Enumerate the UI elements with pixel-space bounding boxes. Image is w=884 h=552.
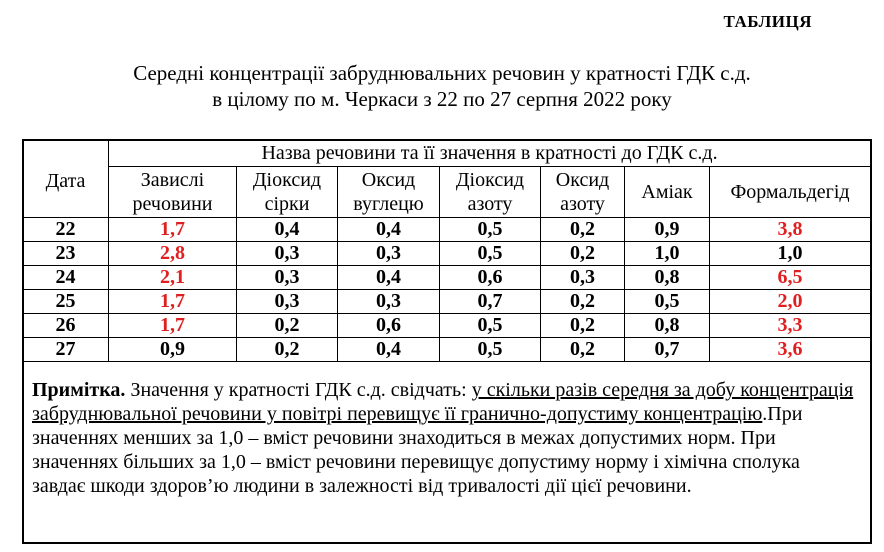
document-title: [0, 60, 884, 112]
value-cell: 0,7: [625, 338, 710, 362]
value-cell: 0,3: [237, 242, 338, 266]
date-column-header: Дата: [23, 140, 109, 218]
column-header-line: Завислі: [140, 169, 205, 191]
substance-column-header: [625, 167, 710, 218]
value-cell: 0,2: [541, 338, 625, 362]
column-header-line: Діоксид: [455, 169, 525, 191]
substance-column-header: [541, 167, 625, 218]
value-cell: 0,9: [625, 218, 710, 242]
value-cell: 1,7: [109, 218, 237, 242]
note-label: Примітка.: [32, 379, 126, 401]
table-row: [23, 338, 871, 362]
value-cell: 0,8: [625, 314, 710, 338]
column-header-line: сірки: [264, 193, 310, 215]
value-cell: 0,5: [440, 338, 541, 362]
substance-column-header: [440, 167, 541, 218]
value-cell: 2,1: [109, 266, 237, 290]
column-header-line: речовини: [132, 193, 213, 215]
value-cell: 0,3: [338, 242, 440, 266]
value-cell: 0,5: [440, 242, 541, 266]
date-cell: 22: [23, 218, 109, 242]
title-line-1: Середні концентрації забруднювальних речовин у кратності ГДК с.д.: [133, 61, 751, 85]
value-cell: 3,6: [710, 338, 871, 362]
value-cell: 0,3: [237, 290, 338, 314]
date-cell: 24: [23, 266, 109, 290]
value-cell: 0,2: [541, 314, 625, 338]
substance-group-header: Назва речовини та її значення в кратності до ГДК с.д.: [109, 140, 871, 167]
value-cell: 3,3: [710, 314, 871, 338]
value-cell: 0,2: [237, 314, 338, 338]
value-cell: 0,6: [338, 314, 440, 338]
value-cell: 0,8: [625, 266, 710, 290]
table-row: [23, 218, 871, 242]
value-cell: 6,5: [710, 266, 871, 290]
value-cell: 0,3: [338, 290, 440, 314]
date-cell: 27: [23, 338, 109, 362]
value-cell: 0,5: [440, 218, 541, 242]
value-cell: 0,3: [541, 266, 625, 290]
column-header-line: Аміак: [641, 181, 693, 203]
value-cell: 1,7: [109, 314, 237, 338]
column-header-line: азоту: [467, 193, 513, 215]
table-label: ТАБЛИЦЯ: [723, 12, 812, 31]
column-header-line: вуглецю: [353, 193, 424, 215]
value-cell: 0,7: [440, 290, 541, 314]
value-cell: 1,0: [710, 242, 871, 266]
substance-column-header: [710, 167, 871, 218]
table-row: [23, 314, 871, 338]
value-cell: 0,5: [440, 314, 541, 338]
value-cell: 3,8: [710, 218, 871, 242]
date-cell: 25: [23, 290, 109, 314]
table-row: [23, 266, 871, 290]
value-cell: 0,2: [237, 338, 338, 362]
value-cell: 2,8: [109, 242, 237, 266]
title-line-2: в цілому по м. Черкаси з 22 по 27 серпня 2022 року: [212, 87, 672, 111]
date-cell: 23: [23, 242, 109, 266]
value-cell: 0,4: [338, 338, 440, 362]
value-cell: 1,7: [109, 290, 237, 314]
substance-column-header: [109, 167, 237, 218]
date-cell: 26: [23, 314, 109, 338]
value-cell: 0,6: [440, 266, 541, 290]
value-cell: 0,4: [338, 218, 440, 242]
column-header-line: Оксид: [361, 169, 416, 191]
value-cell: 1,0: [625, 242, 710, 266]
substance-column-header: [237, 167, 338, 218]
value-cell: 0,2: [541, 242, 625, 266]
value-cell: 0,5: [625, 290, 710, 314]
value-cell: 0,2: [541, 290, 625, 314]
note-block: [32, 378, 858, 498]
table-row: [23, 242, 871, 266]
value-cell: 0,3: [237, 266, 338, 290]
value-cell: 0,4: [237, 218, 338, 242]
value-cell: 0,9: [109, 338, 237, 362]
concentration-table: [22, 139, 871, 362]
table-row: [23, 290, 871, 314]
column-header-line: Оксид: [555, 169, 610, 191]
note-intro: Значення у кратності ГДК с.д. свідчать:: [125, 379, 472, 401]
column-header-line: Діоксид: [252, 169, 322, 191]
substance-column-header: [338, 167, 440, 218]
column-header-line: азоту: [560, 193, 605, 215]
note-rest: .При значеннях менших за 1,0 – вміст речовини знаходиться в межах допустимих норм. При значеннях більших за 1,0 – вміст речовини перевищує допустиму норму і хімічна сполука завдає шкоди здоров’ю людини в залежності від тривалості дії цієї речовини.: [32, 403, 803, 497]
value-cell: 0,4: [338, 266, 440, 290]
value-cell: 2,0: [710, 290, 871, 314]
column-header-line: Формальдегід: [730, 181, 850, 203]
note-definition: у скільки разів середня за добу концентрація забруднювальної речовини у повітрі перевищує її гранично-допустиму концентрацію: [32, 379, 854, 425]
value-cell: 0,2: [541, 218, 625, 242]
